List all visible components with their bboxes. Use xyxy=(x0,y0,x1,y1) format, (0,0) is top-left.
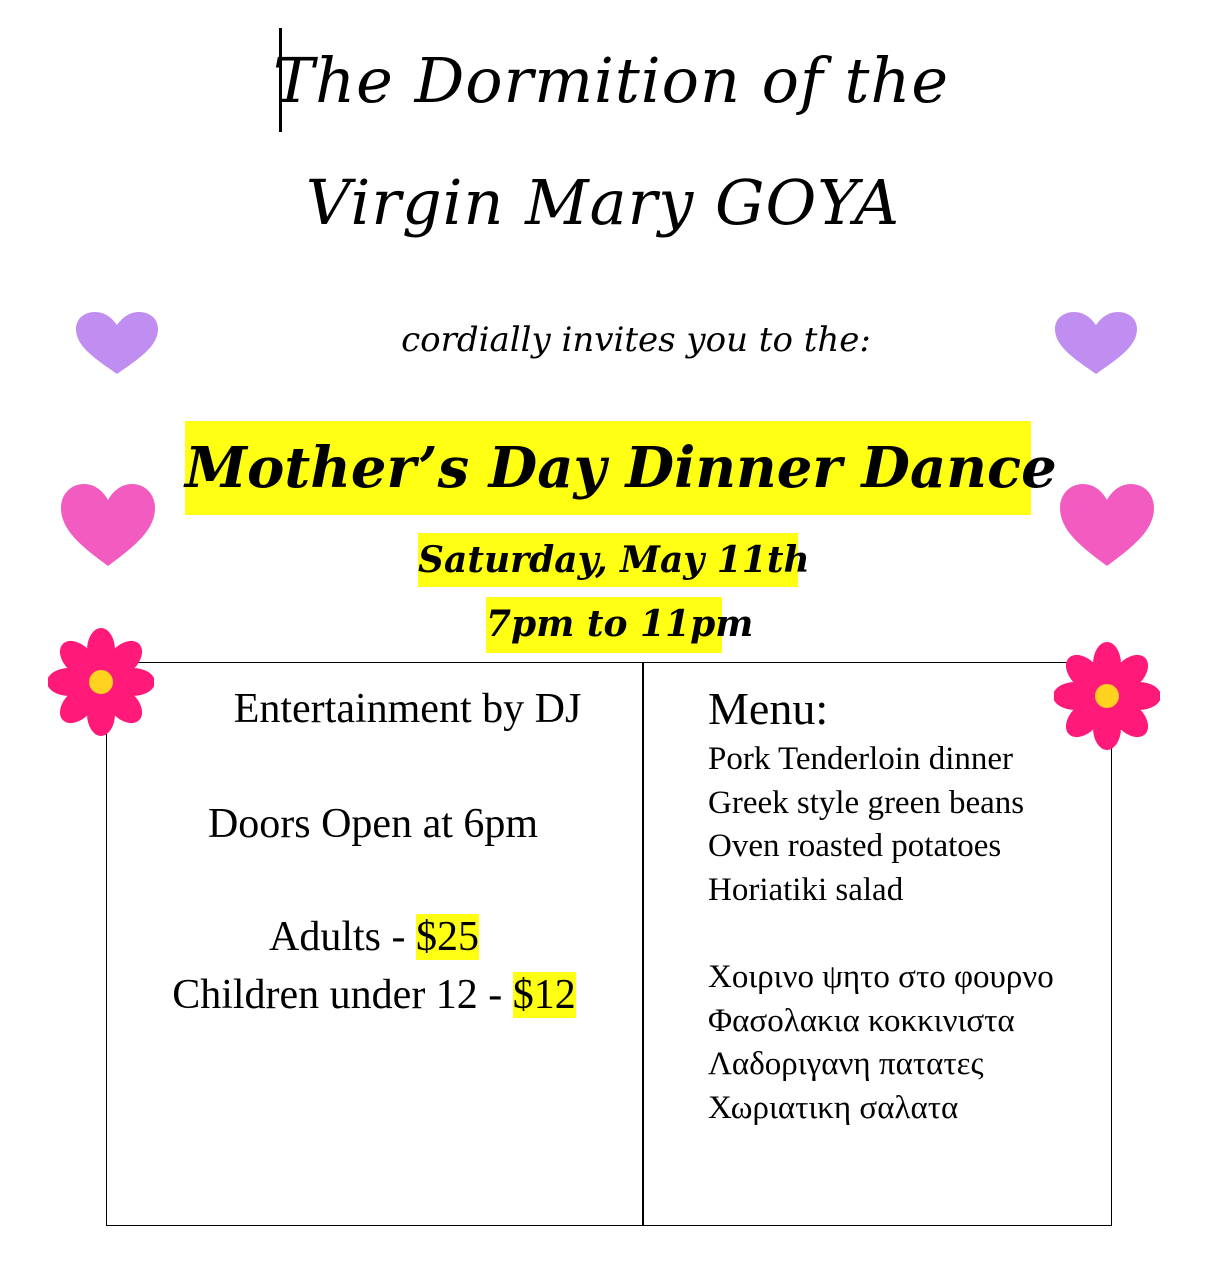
adults-price-line xyxy=(0,916,748,958)
adults-price: $25 xyxy=(416,914,479,960)
title-line-2: Virgin Mary GOYA xyxy=(305,166,901,239)
children-price-line xyxy=(0,974,748,1016)
menu-item-greek: Χωριατικη σαλατα xyxy=(708,1089,959,1126)
event-name: Mother’s Day Dinner Dance xyxy=(185,435,1057,501)
purple-heart-icon xyxy=(74,310,160,376)
menu-item: Horiatiki salad xyxy=(708,871,904,908)
title-line-1: The Dormition of the xyxy=(272,44,950,117)
event-date: Saturday, May 11th xyxy=(418,539,810,581)
menu-title: Menu: xyxy=(708,683,829,734)
menu-greek-list xyxy=(708,956,1054,1130)
flower-icon xyxy=(1054,642,1160,750)
doors-open-text: Doors Open at 6pm xyxy=(207,801,539,847)
event-name-highlight xyxy=(185,421,1057,515)
flower-icon xyxy=(48,628,154,736)
children-price: $12 xyxy=(512,972,576,1018)
menu-item-greek: Λαδοριγανη πατατες xyxy=(708,1046,984,1082)
invite-text: cordially invites you to the: xyxy=(401,320,871,360)
menu-item: Pork Tenderloin dinner xyxy=(708,741,1014,777)
menu-item: Greek style green beans xyxy=(708,784,1025,821)
event-time-highlight xyxy=(486,597,754,653)
entertainment-text: Entertainment by DJ xyxy=(233,686,582,732)
event-time: 7pm to 11pm xyxy=(486,603,754,645)
menu-item: Oven roasted potatoes xyxy=(708,828,1002,864)
menu-item-greek: Φασολακια κοκκινιστα xyxy=(708,1002,1015,1039)
menu-item-greek: Χοιρινο ψητο στο φουρνο xyxy=(708,959,1054,995)
children-label: Children under 12 - xyxy=(172,972,513,1018)
menu-english-list xyxy=(708,738,1024,912)
pink-heart-icon xyxy=(59,482,157,568)
purple-heart-icon xyxy=(1053,310,1139,376)
event-date-highlight xyxy=(418,533,810,587)
adults-label: Adults - xyxy=(269,914,416,960)
pink-heart-icon xyxy=(1058,482,1156,568)
